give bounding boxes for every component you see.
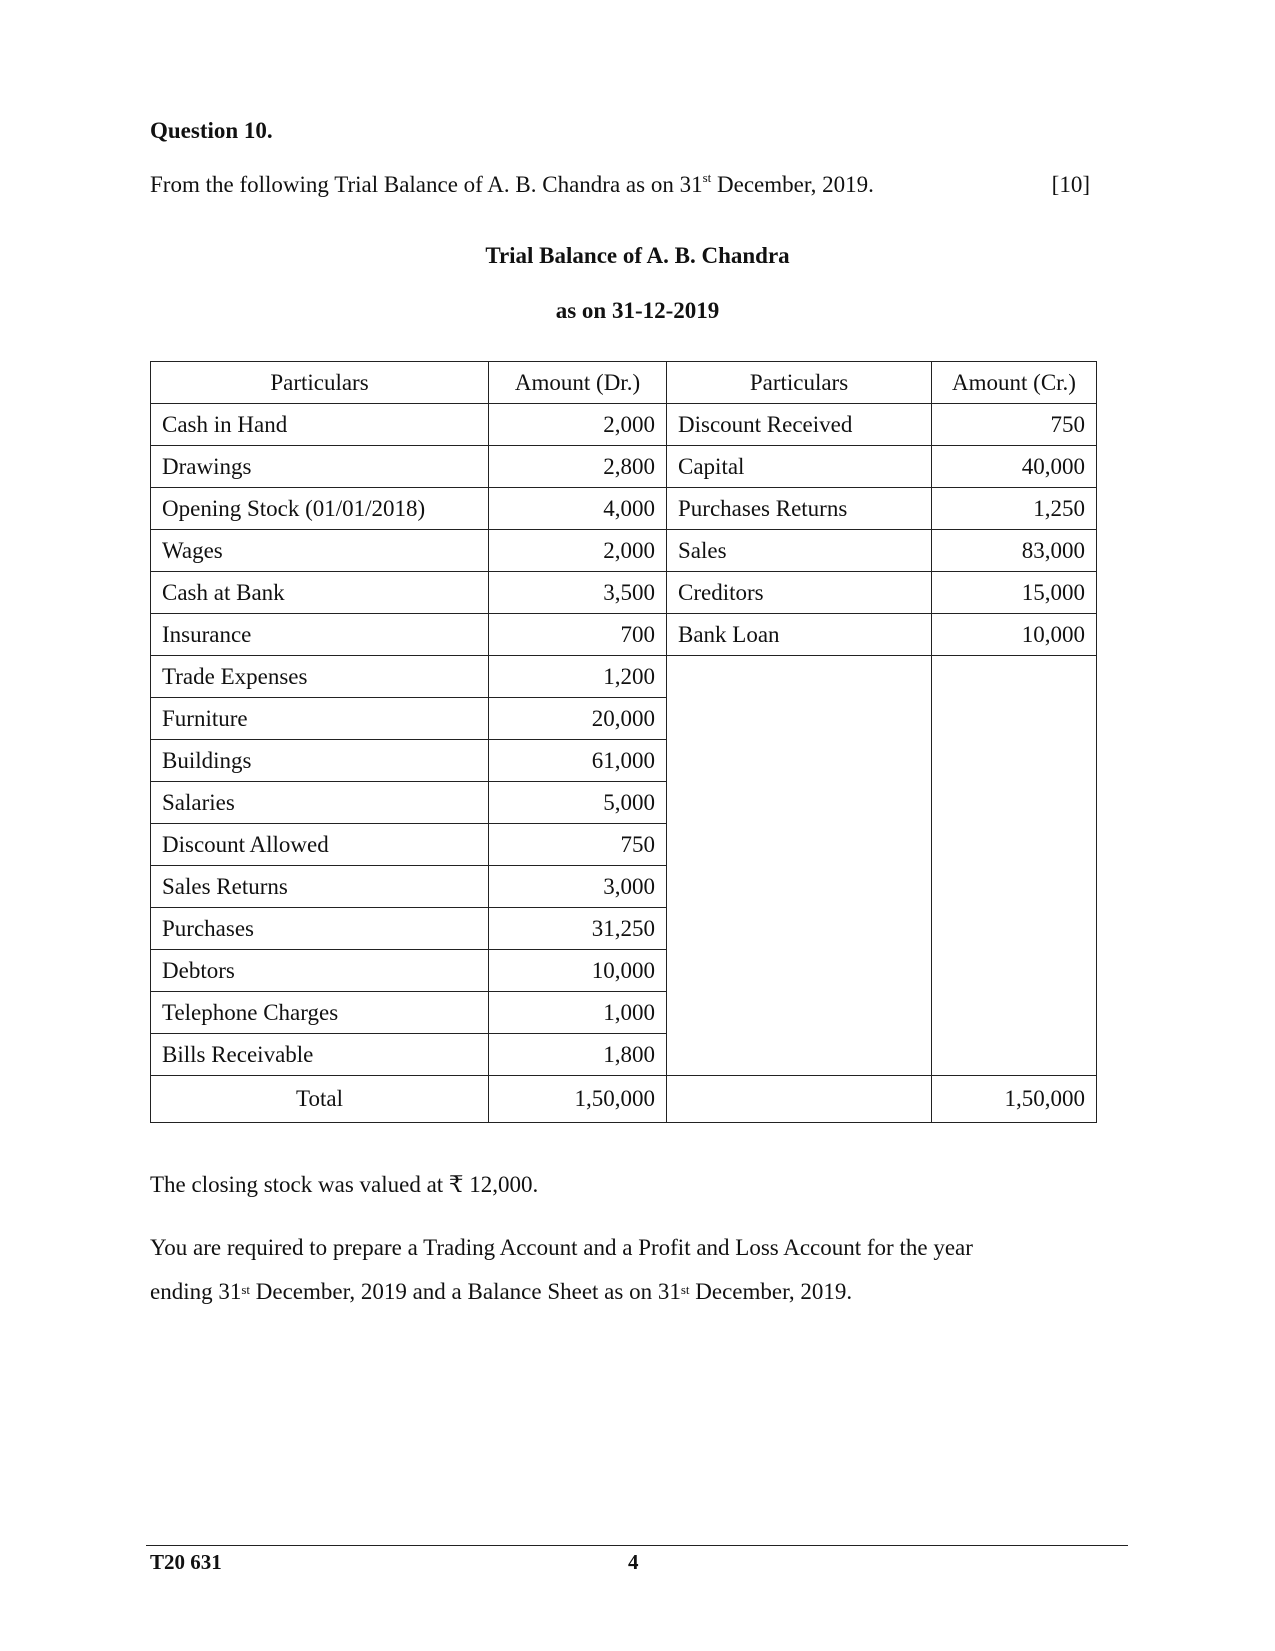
dr-amount: 1,800: [489, 1034, 667, 1076]
header-cr-amount: Amount (Cr.): [932, 362, 1097, 404]
dr-amount: 2,800: [489, 446, 667, 488]
total-row: [151, 1076, 1097, 1123]
dr-amount: 61,000: [489, 740, 667, 782]
intro-text-end: December, 2019.: [711, 172, 874, 197]
total-label: Total: [151, 1076, 489, 1123]
cr-amount: 15,000: [932, 572, 1097, 614]
header-dr-amount: Amount (Dr.): [489, 362, 667, 404]
marks-label: [10]: [1051, 172, 1090, 197]
dr-particular: Purchases: [151, 908, 489, 950]
dr-amount: 1,000: [489, 992, 667, 1034]
dr-amount: 1,200: [489, 656, 667, 698]
dr-amount: 10,000: [489, 950, 667, 992]
total-cr-amount: 1,50,000: [932, 1076, 1097, 1123]
trial-balance-subtitle: as on 31-12-2019: [555, 298, 720, 323]
dr-particular: Discount Allowed: [151, 824, 489, 866]
dr-amount: 750: [489, 824, 667, 866]
dr-amount: 2,000: [489, 404, 667, 446]
table-row: [151, 446, 1097, 488]
dr-particular: Drawings: [151, 446, 489, 488]
trial-balance-title: Trial Balance of A. B. Chandra: [485, 243, 790, 268]
cr-particular: Creditors: [667, 572, 932, 614]
dr-particular: Sales Returns: [151, 866, 489, 908]
table-row: [151, 614, 1097, 656]
cr-particular: Discount Received: [667, 404, 932, 446]
dr-particular: Insurance: [151, 614, 489, 656]
dr-particular: Cash at Bank: [151, 572, 489, 614]
cr-amount: 40,000: [932, 446, 1097, 488]
total-dr-amount: 1,50,000: [489, 1076, 667, 1123]
requirement-line2c: December, 2019.: [689, 1279, 853, 1304]
dr-amount: 3,500: [489, 572, 667, 614]
cr-amount: 83,000: [932, 530, 1097, 572]
closing-stock-note: The closing stock was valued at ₹ 12,000.: [150, 1172, 539, 1197]
dr-amount: 700: [489, 614, 667, 656]
dr-particular: Wages: [151, 530, 489, 572]
dr-particular: Opening Stock (01/01/2018): [151, 488, 489, 530]
cr-particular: Purchases Returns: [667, 488, 932, 530]
dr-particular: Trade Expenses: [151, 656, 489, 698]
cr-amount: 1,250: [932, 488, 1097, 530]
dr-amount: 4,000: [489, 488, 667, 530]
requirement-line2a: ending 31: [150, 1279, 242, 1304]
total-cr-particular-empty: [667, 1076, 932, 1123]
requirement-line2b: December, 2019 and a Balance Sheet as on 31: [250, 1279, 681, 1304]
cr-particular: Sales: [667, 530, 932, 572]
dr-amount: 5,000: [489, 782, 667, 824]
requirement-paragraph: [150, 1226, 1110, 1314]
requirement-sup-b: st: [680, 1282, 690, 1297]
cr-amount-empty: [932, 656, 1097, 1076]
table-row: [151, 488, 1097, 530]
dr-amount: 20,000: [489, 698, 667, 740]
dr-amount: 31,250: [489, 908, 667, 950]
header-dr-particulars: Particulars: [151, 362, 489, 404]
dr-particular: Bills Receivable: [151, 1034, 489, 1076]
footer-paper-code: T20 631: [150, 1550, 222, 1574]
cr-particular-empty: [667, 656, 932, 1076]
table-row: [151, 404, 1097, 446]
dr-particular: Telephone Charges: [151, 992, 489, 1034]
footer-page-number: 4: [628, 1550, 639, 1574]
question-intro: [150, 172, 1090, 198]
trial-balance-table: [150, 361, 1097, 1123]
dr-amount: 3,000: [489, 866, 667, 908]
table-row: [151, 530, 1097, 572]
dr-amount: 2,000: [489, 530, 667, 572]
dr-particular: Furniture: [151, 698, 489, 740]
dr-particular: Salaries: [151, 782, 489, 824]
cr-particular: Bank Loan: [667, 614, 932, 656]
cr-particular: Capital: [667, 446, 932, 488]
requirement-sup-a: st: [241, 1282, 251, 1297]
footer-divider: [146, 1545, 1128, 1546]
requirement-line1: You are required to prepare a Trading Account and a Profit and Loss Account for the year: [150, 1235, 973, 1260]
question-title: Question 10.: [150, 118, 273, 143]
dr-particular: Buildings: [151, 740, 489, 782]
cr-amount: 750: [932, 404, 1097, 446]
intro-sup: st: [702, 170, 712, 185]
cr-amount: 10,000: [932, 614, 1097, 656]
intro-text: From the following Trial Balance of A. B. Chandra as on 31: [150, 172, 703, 197]
table-row: [151, 572, 1097, 614]
dr-particular: Cash in Hand: [151, 404, 489, 446]
table-row: [151, 656, 1097, 698]
dr-particular: Debtors: [151, 950, 489, 992]
table-header-row: [151, 362, 1097, 404]
header-cr-particulars: Particulars: [667, 362, 932, 404]
